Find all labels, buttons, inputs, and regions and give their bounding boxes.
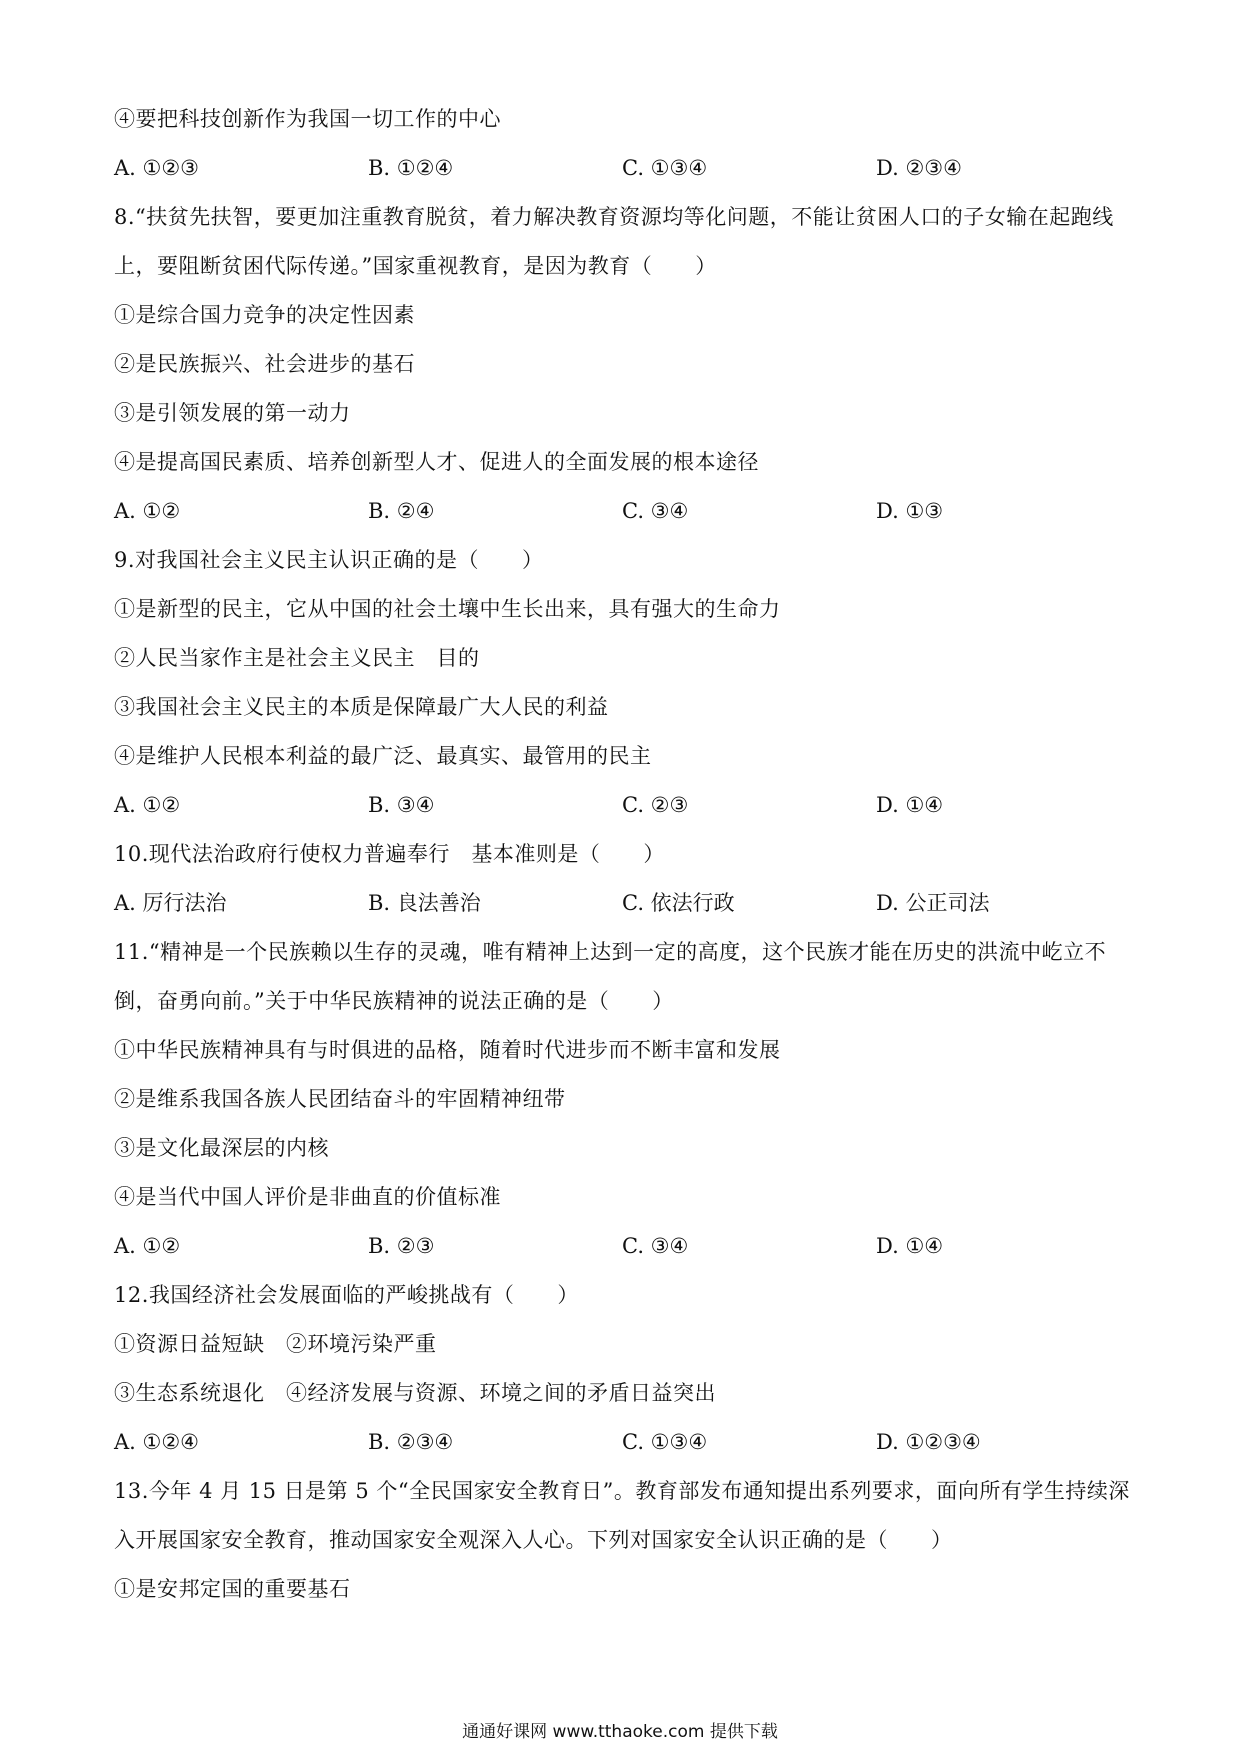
text-line: 8.“扶贫先扶智，要更加注重教育脱贫，着力解决教育资源均等化问题，不能让贫困人口的子女输在起跑线 [114, 205, 1114, 229]
text-line: ③是引领发展的第一动力 [114, 401, 351, 425]
text-line: ①中华民族精神具有与时俱进的品格，随着时代进步而不断丰富和发展 [114, 1038, 781, 1062]
text-line: ④是当代中国人评价是非曲直的价值标准 [114, 1185, 501, 1209]
text-line: 12.我国经济社会发展面临的严峻挑战有（ ） [114, 1283, 579, 1307]
text-line: ④要把科技创新作为我国一切工作的中心 [114, 107, 501, 131]
answer-option-b: B. 良法善治 [368, 891, 481, 915]
answer-option-d: D. ①②③④ [876, 1430, 981, 1454]
text-line: ②是维系我国各族人民团结奋斗的牢固精神纽带 [114, 1087, 566, 1111]
answer-options-row [114, 1424, 1134, 1473]
text-line: ②人民当家作主是社会主义民主 目的 [114, 646, 480, 670]
text-line: ①是综合国力竞争的决定性因素 [114, 303, 415, 327]
text-line: ④是提高国民素质、培养创新型人才、促进人的全面发展的根本途径 [114, 450, 759, 474]
text-line: 10.现代法治政府行使权力普遍奉行 基本准则是（ ） [114, 842, 665, 866]
answer-option-b: B. ③④ [368, 793, 435, 817]
answer-options-row [114, 1228, 1134, 1277]
answer-option-b: B. ②③ [368, 1234, 435, 1258]
answer-option-c: C. ①③④ [622, 156, 708, 180]
answer-option-d: D. 公正司法 [876, 891, 990, 915]
answer-option-a: A. ①②③ [114, 156, 199, 180]
text-line: ①是新型的民主，它从中国的社会土壤中生长出来，具有强大的生命力 [114, 597, 781, 621]
answer-option-a: A. 厉行法治 [114, 891, 227, 915]
text-line: 9.对我国社会主义民主认识正确的是（ ） [114, 548, 544, 572]
text-line: 上，要阻断贫困代际传递。”国家重视教育，是因为教育（ ） [114, 254, 717, 278]
text-line: 11.“精神是一个民族赖以生存的灵魂，唯有精神上达到一定的高度，这个民族才能在历史的洪流中屹立不 [114, 940, 1107, 964]
answer-option-c: C. ③④ [622, 499, 689, 523]
page-footer: 通通好课网 www.tthaoke.com 提供下载 [462, 1722, 778, 1742]
answer-option-a: A. ①② [114, 793, 181, 817]
answer-option-d: D. ①③ [876, 499, 944, 523]
answer-option-c: C. ③④ [622, 1234, 689, 1258]
text-line: 入开展国家安全教育，推动国家安全观深入人心。下列对国家安全认识正确的是（ ） [114, 1528, 953, 1552]
text-line: 13.今年 4 月 15 日是第 5 个“全民国家安全教育日”。教育部发布通知提出系列要求，面向所有学生持续深 [114, 1479, 1130, 1503]
answer-option-b: B. ①②④ [368, 156, 454, 180]
text-line: ①是安邦定国的重要基石 [114, 1577, 351, 1601]
answer-option-a: A. ①② [114, 499, 181, 523]
answer-options-row [114, 493, 1134, 542]
text-line: ③生态系统退化 ④经济发展与资源、环境之间的矛盾日益突出 [114, 1381, 716, 1405]
answer-option-d: D. ①④ [876, 793, 944, 817]
answer-option-c: C. ①③④ [622, 1430, 708, 1454]
text-line: ③是文化最深层的内核 [114, 1136, 329, 1160]
answer-options-row [114, 885, 1134, 934]
answer-option-c: C. ②③ [622, 793, 689, 817]
answer-option-d: D. ②③④ [876, 156, 962, 180]
answer-option-c: C. 依法行政 [622, 891, 735, 915]
text-line: ③我国社会主义民主的本质是保障最广大人民的利益 [114, 695, 609, 719]
text-line: ①资源日益短缺 ②环境污染严重 [114, 1332, 437, 1356]
answer-option-d: D. ①④ [876, 1234, 944, 1258]
answer-options-row [114, 150, 1134, 199]
answer-option-a: A. ①② [114, 1234, 181, 1258]
answer-option-a: A. ①②④ [114, 1430, 199, 1454]
text-line: ④是维护人民根本利益的最广泛、最真实、最管用的民主 [114, 744, 652, 768]
text-line: 倒，奋勇向前。”关于中华民族精神的说法正确的是（ ） [114, 989, 674, 1013]
answer-options-row [114, 787, 1134, 836]
exam-content [114, 101, 1134, 1620]
answer-option-b: B. ②④ [368, 499, 435, 523]
answer-option-b: B. ②③④ [368, 1430, 454, 1454]
text-line: ②是民族振兴、社会进步的基石 [114, 352, 415, 376]
